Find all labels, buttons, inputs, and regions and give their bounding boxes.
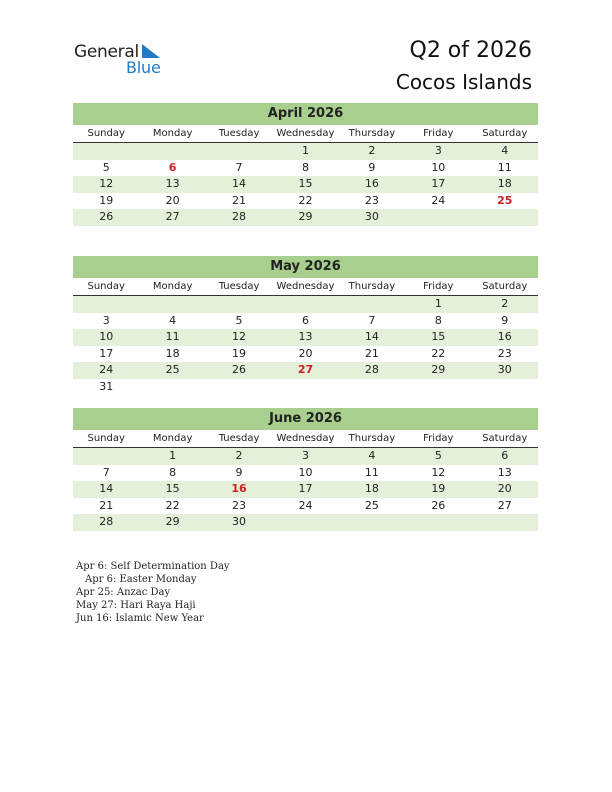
week-row (73, 313, 538, 330)
holiday-note: Apr 25: Anzac Day (76, 587, 171, 598)
logo-general-text: General (74, 42, 139, 62)
day-cell: 26 (232, 363, 247, 376)
weekday-label: Wednesday (276, 433, 335, 444)
day-cell: 4 (501, 144, 509, 157)
day-cell: 6 (301, 313, 309, 327)
month-title: April 2026 (73, 103, 538, 125)
month-may (73, 256, 538, 395)
weekday-label: Tuesday (218, 433, 260, 444)
week-row (73, 448, 538, 465)
day-cell: 7 (368, 313, 376, 327)
weekday-label: Friday (423, 128, 454, 139)
month-june (73, 408, 538, 531)
day-cell: 8 (169, 465, 177, 479)
week-row (73, 481, 538, 498)
holiday-note: May 27: Hari Raya Haji (76, 600, 196, 611)
day-cell: 28 (99, 515, 114, 528)
day-cell: 15 (165, 482, 180, 495)
day-cell (206, 379, 272, 396)
day-cell: 22 (431, 346, 446, 360)
weekday-label: Friday (423, 433, 454, 444)
day-cell: 29 (431, 363, 446, 376)
day-cell: 29 (298, 210, 313, 223)
week-row (73, 514, 538, 531)
day-cell (272, 379, 338, 396)
day-cell: 7 (235, 160, 243, 174)
day-cell: 28 (232, 210, 247, 223)
day-cell (206, 143, 272, 160)
holiday-day-cell: 25 (497, 193, 513, 207)
day-cell (472, 514, 538, 531)
day-cell: 5 (235, 313, 243, 327)
day-cell: 9 (501, 313, 509, 327)
day-cell (206, 296, 272, 313)
weekday-label: Thursday (348, 281, 396, 292)
day-cell (405, 379, 471, 396)
day-cell: 11 (364, 465, 379, 479)
weekday-label: Sunday (87, 433, 125, 444)
day-cell (339, 296, 405, 313)
day-cell: 24 (431, 193, 446, 207)
day-cell: 22 (298, 193, 313, 207)
day-cell: 11 (165, 330, 180, 343)
weekday-label: Monday (152, 281, 193, 292)
month-title: May 2026 (73, 256, 538, 278)
day-cell: 26 (99, 210, 114, 223)
week-row (73, 329, 538, 346)
day-cell (139, 379, 205, 396)
day-cell: 12 (99, 177, 114, 190)
day-cell: 24 (298, 498, 313, 512)
day-cell: 11 (497, 160, 512, 174)
day-cell: 1 (169, 449, 177, 462)
logo-blue-text: Blue (126, 58, 161, 77)
day-cell: 21 (99, 498, 114, 512)
day-cell (139, 143, 205, 160)
weekday-label: Sunday (87, 281, 125, 292)
day-cell: 13 (298, 330, 313, 343)
week-row (73, 296, 538, 313)
day-cell: 8 (301, 160, 309, 174)
day-cell: 12 (232, 330, 247, 343)
day-cell (339, 379, 405, 396)
day-cell: 15 (431, 330, 446, 343)
day-cell (73, 448, 139, 465)
weekday-label: Saturday (482, 128, 528, 139)
day-cell (272, 514, 338, 531)
page-title: Q2 of 2026 (409, 38, 532, 63)
day-cell: 16 (497, 330, 512, 343)
weekday-label: Tuesday (218, 128, 260, 139)
day-cell (472, 209, 538, 226)
day-cell: 1 (301, 144, 309, 157)
day-cell: 1 (434, 297, 442, 310)
day-cell: 23 (364, 193, 379, 207)
day-cell: 17 (298, 482, 313, 495)
day-cell (339, 514, 405, 531)
day-cell: 3 (102, 313, 110, 327)
day-cell (73, 143, 139, 160)
month-title: June 2026 (73, 408, 538, 430)
day-cell: 2 (501, 297, 509, 310)
day-cell: 23 (497, 346, 512, 360)
day-cell: 19 (232, 346, 247, 360)
weekday-label: Monday (152, 128, 193, 139)
day-cell: 4 (368, 449, 376, 462)
month-april (73, 103, 538, 226)
day-cell: 12 (431, 465, 446, 479)
holiday-day-cell: 6 (168, 160, 177, 174)
weekday-label: Saturday (482, 281, 528, 292)
day-cell: 10 (431, 160, 446, 174)
day-cell: 25 (364, 498, 379, 512)
day-cell: 5 (434, 449, 442, 462)
day-cell: 19 (99, 193, 114, 207)
day-cell (472, 379, 538, 396)
holiday-note: Jun 16: Islamic New Year (76, 613, 204, 624)
day-cell: 20 (298, 346, 313, 360)
day-cell: 21 (232, 193, 247, 207)
weekday-label: Thursday (348, 128, 396, 139)
week-row (73, 346, 538, 363)
weekday-label: Wednesday (276, 128, 335, 139)
day-cell: 20 (497, 482, 512, 495)
weekday-label: Friday (423, 281, 454, 292)
day-cell: 9 (368, 160, 376, 174)
day-cell: 30 (497, 363, 512, 376)
day-cell: 18 (364, 482, 379, 495)
day-cell: 16 (364, 177, 379, 190)
weekday-label: Tuesday (218, 281, 260, 292)
generalblue-logo (74, 42, 174, 78)
week-row (73, 143, 538, 160)
day-cell: 23 (232, 498, 247, 512)
weekday-label: Monday (152, 433, 193, 444)
day-cell: 27 (165, 210, 180, 223)
week-row (73, 362, 538, 379)
weekday-header-row (73, 125, 538, 143)
holiday-day-cell: 16 (231, 482, 247, 495)
week-row (73, 379, 538, 396)
holiday-notes (76, 560, 230, 625)
day-cell: 2 (235, 449, 243, 462)
day-cell: 17 (431, 177, 446, 190)
week-row (73, 209, 538, 226)
day-cell: 18 (497, 177, 512, 190)
day-cell: 4 (169, 313, 177, 327)
day-cell (405, 514, 471, 531)
day-cell: 29 (165, 515, 180, 528)
day-cell: 17 (99, 346, 114, 360)
day-cell: 28 (364, 363, 379, 376)
day-cell: 3 (301, 449, 309, 462)
day-cell: 25 (165, 363, 180, 376)
day-cell: 27 (497, 498, 512, 512)
weekday-label: Thursday (348, 433, 396, 444)
week-row (73, 465, 538, 482)
day-cell: 15 (298, 177, 313, 190)
day-cell: 24 (99, 363, 114, 376)
day-cell (139, 296, 205, 313)
day-cell: 9 (235, 465, 243, 479)
day-cell: 14 (232, 177, 247, 190)
day-cell: 14 (99, 482, 114, 495)
day-cell: 8 (434, 313, 442, 327)
day-cell: 10 (298, 465, 313, 479)
day-cell: 22 (165, 498, 180, 512)
holiday-day-cell: 27 (297, 363, 314, 376)
day-cell: 31 (99, 379, 114, 393)
day-cell: 20 (165, 193, 180, 207)
holiday-note: Apr 6: Self Determination Day (76, 561, 230, 572)
weekday-label: Sunday (87, 128, 125, 139)
day-cell: 26 (431, 498, 446, 512)
weekday-header-row (73, 278, 538, 296)
day-cell: 6 (501, 449, 509, 462)
day-cell (73, 296, 139, 313)
week-row (73, 160, 538, 177)
weekday-label: Saturday (482, 433, 528, 444)
day-cell: 5 (102, 160, 110, 174)
day-cell: 21 (364, 346, 379, 360)
day-cell (272, 296, 338, 313)
day-cell: 2 (368, 144, 376, 157)
day-cell: 18 (165, 346, 180, 360)
day-cell: 30 (364, 210, 379, 223)
weekday-header-row (73, 430, 538, 448)
day-cell: 10 (99, 330, 114, 343)
day-cell: 3 (434, 144, 442, 157)
week-row (73, 498, 538, 515)
day-cell: 13 (165, 177, 180, 190)
holiday-note: Apr 6: Easter Monday (85, 574, 197, 585)
day-cell (405, 209, 471, 226)
day-cell: 14 (364, 330, 379, 343)
week-row (73, 176, 538, 193)
day-cell: 13 (497, 465, 512, 479)
weekday-label: Wednesday (276, 281, 335, 292)
country-title: Cocos Islands (395, 70, 532, 94)
day-cell: 30 (232, 515, 247, 528)
day-cell: 19 (431, 482, 446, 495)
week-row (73, 193, 538, 210)
day-cell: 7 (102, 465, 110, 479)
